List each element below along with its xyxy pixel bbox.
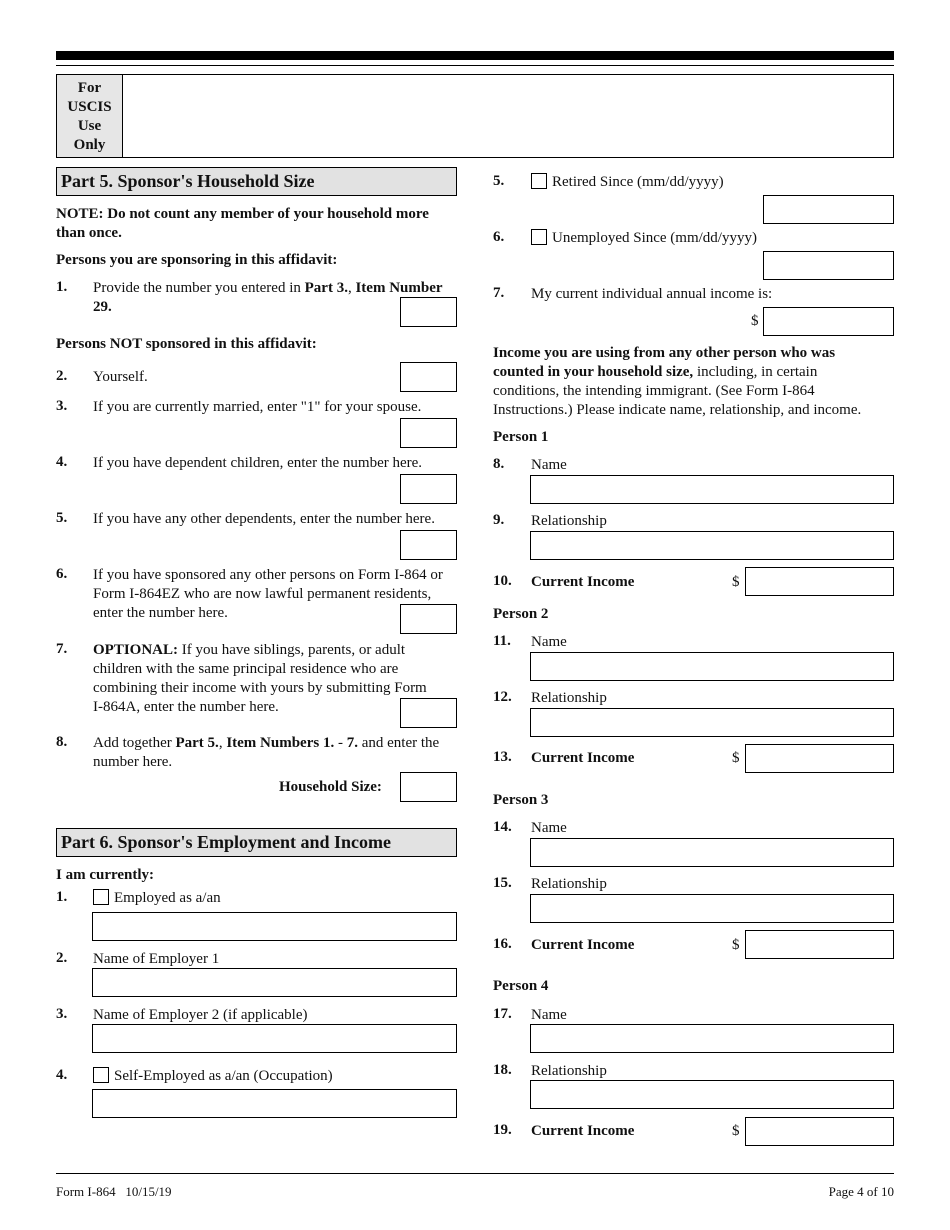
name-label: Name — [531, 820, 567, 836]
top-thin-rule — [56, 65, 894, 66]
part5-header: Part 5. Sponsor's Household Size — [56, 167, 457, 196]
item2-text: Yourself. — [93, 369, 148, 385]
person-heading: Person 1 — [493, 429, 549, 445]
unemployed-date-input[interactable] — [763, 251, 894, 280]
person1-relationship-input[interactable] — [530, 531, 894, 560]
unemployed-label: Unemployed Since (mm/dd/yyyy) — [552, 230, 757, 246]
uscis-label-line: Only — [73, 137, 106, 153]
item8-text-d: and enter the — [357, 735, 440, 751]
uscis-label-line: Use — [77, 118, 102, 134]
item8-text — [93, 734, 463, 772]
item-number: 6. — [56, 566, 68, 582]
item7-line: combining their income with yours by submitting Form — [93, 680, 427, 696]
item8-text-c: - — [334, 735, 347, 751]
person-heading: Person 3 — [493, 792, 549, 808]
item-number: 16. — [493, 936, 512, 952]
item-number: 13. — [493, 749, 512, 765]
employed-label: Employed as a/an — [114, 890, 221, 906]
item8-line — [93, 734, 463, 753]
item-number: 3. — [56, 1006, 68, 1022]
person3-name-input[interactable] — [530, 838, 894, 867]
item-number: 14. — [493, 819, 512, 835]
person1-name-input[interactable] — [530, 475, 894, 504]
unemployed-checkbox[interactable] — [531, 229, 547, 245]
retired-checkbox[interactable] — [531, 173, 547, 189]
income-line1: Income you are using from any other person who was — [493, 345, 836, 361]
spouse-count-input[interactable] — [400, 418, 457, 448]
income-line3: conditions, the intending immigrant. (See Form I-864 — [493, 383, 815, 399]
household-size-input[interactable] — [400, 772, 457, 802]
uscis-label-line: USCIS — [67, 99, 112, 115]
item-number: 18. — [493, 1062, 512, 1078]
person4-name-input[interactable] — [530, 1024, 894, 1053]
person3-relationship-input[interactable] — [530, 894, 894, 923]
item5-text: If you have any other dependents, enter the number here. — [93, 511, 435, 527]
item8-text-a: Add together — [93, 735, 176, 751]
uscis-label-line: For — [77, 80, 102, 96]
current-income-label: Current Income — [531, 937, 635, 953]
item8-line2: number here. — [93, 754, 173, 770]
relationship-label: Relationship — [531, 1063, 607, 1079]
page-number: Page 4 of 10 — [828, 1184, 894, 1199]
item-number: 9. — [493, 512, 505, 528]
dependent-children-input[interactable] — [400, 474, 457, 504]
item-number: 6. — [493, 229, 505, 245]
part6-header: Part 6. Sponsor's Employment and Income — [56, 828, 457, 857]
income-line2 — [493, 363, 893, 382]
income-instructions — [493, 344, 893, 420]
current-income-label: Current Income — [531, 750, 635, 766]
item3-text: If you are currently married, enter "1" for your spouse. — [93, 399, 422, 415]
employer1-input[interactable] — [92, 968, 457, 997]
income-bold2: counted in your household size, — [493, 364, 694, 380]
uscis-use-only-box — [56, 74, 894, 158]
currency-sign: $ — [732, 750, 740, 766]
item-number: 19. — [493, 1122, 512, 1138]
item8-bold-b: Item Numbers 1. — [226, 735, 335, 751]
household-size-label: Household Size: — [279, 779, 382, 795]
currency-sign: $ — [732, 574, 740, 590]
item-number: 4. — [56, 1067, 68, 1083]
item-number: 8. — [493, 456, 505, 472]
item7-optional: OPTIONAL: — [93, 642, 179, 658]
item1-bold-c: 29. — [93, 299, 112, 315]
household-members-input[interactable] — [400, 698, 457, 728]
relationship-label: Relationship — [531, 690, 607, 706]
item7-line1: If you have siblings, parents, or adult — [178, 642, 406, 658]
employed-option[interactable] — [93, 889, 221, 908]
item-number: 2. — [56, 368, 68, 384]
employed-occupation-input[interactable] — [92, 912, 457, 941]
part5-note — [56, 205, 456, 243]
person4-relationship-input[interactable] — [530, 1080, 894, 1109]
person3-income-input[interactable] — [745, 930, 894, 959]
top-thick-rule — [56, 51, 894, 60]
item6-line: If you have sponsored any other persons on Form I-864 or — [93, 567, 443, 583]
not-sponsored-heading: Persons NOT sponsored in this affidavit: — [56, 336, 317, 352]
currency-sign: $ — [732, 937, 740, 953]
currency-sign: $ — [732, 1123, 740, 1139]
item-number: 8. — [56, 734, 68, 750]
employer2-input[interactable] — [92, 1024, 457, 1053]
employer2-label: Name of Employer 2 (if applicable) — [93, 1007, 308, 1023]
uscis-use-only-label — [57, 75, 123, 157]
person1-income-input[interactable] — [745, 567, 894, 596]
retired-option[interactable] — [531, 173, 724, 192]
person2-name-input[interactable] — [530, 652, 894, 681]
item-number: 17. — [493, 1006, 512, 1022]
yourself-count-input[interactable] — [400, 362, 457, 392]
other-dependents-input[interactable] — [400, 530, 457, 560]
person-heading: Person 2 — [493, 606, 549, 622]
name-label: Name — [531, 634, 567, 650]
current-income-label: Current Income — [531, 574, 635, 590]
item-number: 3. — [56, 398, 68, 414]
sponsored-count-input[interactable] — [400, 297, 457, 327]
item6-line: enter the number here. — [93, 605, 228, 621]
item4-text: If you have dependent children, enter the number here. — [93, 455, 423, 471]
currency-sign: $ — [751, 313, 759, 329]
retired-date-input[interactable] — [763, 195, 894, 224]
retired-label: Retired Since (mm/dd/yyyy) — [552, 174, 724, 190]
name-label: Name — [531, 1007, 567, 1023]
item6-line: Form I-864EZ who are now lawful permanent residents, — [93, 586, 432, 602]
item-number: 2. — [56, 950, 68, 966]
item7-line: children with the same principal residence who are — [93, 661, 399, 677]
person2-income-input[interactable] — [745, 744, 894, 773]
income-text2: including, in certain — [693, 364, 818, 380]
item8-bold-a: Part 5. — [175, 735, 219, 751]
item8-bold-c: 7. — [346, 735, 358, 751]
note-line: than once. — [56, 225, 122, 241]
form-id-footer: Form I-864 10/15/19 — [56, 1184, 172, 1199]
item-number: 5. — [56, 510, 68, 526]
self-employed-checkbox[interactable] — [93, 1067, 109, 1083]
income-line4: Instructions.) Please indicate name, relationship, and income. — [493, 402, 862, 418]
employer1-label: Name of Employer 1 — [93, 951, 220, 967]
note-line: NOTE: Do not count any member of your household more — [56, 206, 429, 222]
item-number: 7. — [493, 285, 505, 301]
annual-income-input[interactable] — [763, 307, 894, 336]
item-number: 12. — [493, 689, 512, 705]
item-number: 5. — [493, 173, 505, 189]
name-label: Name — [531, 457, 567, 473]
item-number: 4. — [56, 454, 68, 470]
relationship-label: Relationship — [531, 876, 607, 892]
item1-text-a: Provide the number you entered in — [93, 280, 305, 296]
item-number: 11. — [493, 633, 511, 649]
item1-bold-a: Part 3. — [304, 280, 348, 296]
person4-income-input[interactable] — [745, 1117, 894, 1146]
self-employed-option[interactable] — [93, 1067, 333, 1086]
relationship-label: Relationship — [531, 513, 607, 529]
previously-sponsored-input[interactable] — [400, 604, 457, 634]
footer-rule — [56, 1173, 894, 1174]
item8-text-b: , — [218, 735, 227, 751]
i-am-currently: I am currently: — [56, 867, 155, 883]
annual-income-label: My current individual annual income is: — [531, 286, 773, 302]
item1-bold-b: Item Number — [355, 280, 443, 296]
sponsoring-heading: Persons you are sponsoring in this affidavit: — [56, 252, 338, 268]
item-number: 7. — [56, 641, 68, 657]
unemployed-option[interactable] — [531, 229, 757, 248]
item-number: 10. — [493, 573, 512, 589]
item1-text-b: , — [347, 280, 356, 296]
self-employed-occupation-input[interactable] — [92, 1089, 457, 1118]
item-number: 1. — [56, 279, 68, 295]
person-heading: Person 4 — [493, 978, 549, 994]
person2-relationship-input[interactable] — [530, 708, 894, 737]
item-number: 15. — [493, 875, 512, 891]
item-number: 1. — [56, 889, 68, 905]
self-employed-label: Self-Employed as a/an (Occupation) — [114, 1068, 333, 1084]
current-income-label: Current Income — [531, 1123, 635, 1139]
item7-line: I-864A, enter the number here. — [93, 699, 279, 715]
employed-checkbox[interactable] — [93, 889, 109, 905]
item7-line — [93, 641, 463, 660]
